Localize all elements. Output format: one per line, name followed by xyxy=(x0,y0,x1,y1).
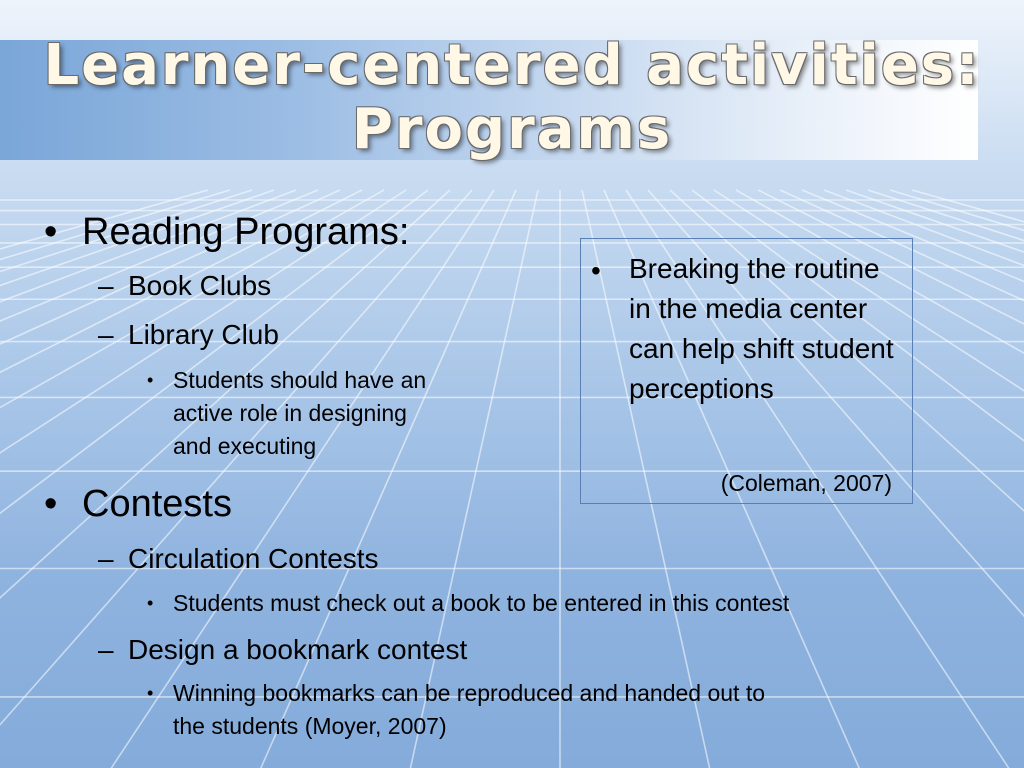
callout-box xyxy=(580,238,913,504)
bullet-icon: • xyxy=(44,211,58,253)
dash-icon: – xyxy=(98,634,114,665)
subbullet-text: Book Clubs xyxy=(128,270,272,301)
note-check-out-book xyxy=(147,587,790,620)
bullet-icon: • xyxy=(147,370,154,390)
note-active-role xyxy=(147,364,427,463)
note-text: Students must check out a book to be entered in this contest xyxy=(173,590,790,616)
note-line-3: and executing xyxy=(173,433,317,459)
subbullet-text: Design a bookmark contest xyxy=(128,634,468,665)
note-line-1: Students should have an xyxy=(173,367,427,393)
dash-icon: – xyxy=(98,543,114,574)
subbullet-library-club xyxy=(98,319,279,351)
bullet-text: Reading Programs: xyxy=(82,211,410,253)
subbullet-text: Library Club xyxy=(128,319,279,350)
subbullet-text: Circulation Contests xyxy=(128,543,379,574)
callout-text: Breaking the routine in the media center can help shift student perceptions xyxy=(629,253,894,404)
subbullet-circulation-contests xyxy=(98,543,379,575)
bullet-text: Contests xyxy=(82,483,232,525)
note-winning-bookmarks xyxy=(147,677,766,743)
bullet-icon: • xyxy=(591,255,601,286)
bullet-icon: • xyxy=(147,593,154,613)
note-line-1: Winning bookmarks can be reproduced and handed out to xyxy=(173,680,766,706)
bullet-icon: • xyxy=(44,483,58,525)
bullet-contests xyxy=(44,482,232,526)
title-line-2: Programs xyxy=(351,97,673,162)
subbullet-bookmark-contest xyxy=(98,634,468,666)
dash-icon: – xyxy=(98,270,114,301)
callout-citation: (Coleman, 2007) xyxy=(720,470,892,496)
dash-icon: – xyxy=(98,319,114,350)
note-line-2: active role in designing xyxy=(173,400,407,426)
subbullet-book-clubs xyxy=(98,270,272,302)
note-line-2: the students (Moyer, 2007) xyxy=(173,713,447,739)
bullet-icon: • xyxy=(147,683,154,703)
slide-title xyxy=(0,34,1024,162)
bullet-reading-programs xyxy=(44,210,410,254)
title-line-1: Learner-centered activities: xyxy=(43,33,981,98)
